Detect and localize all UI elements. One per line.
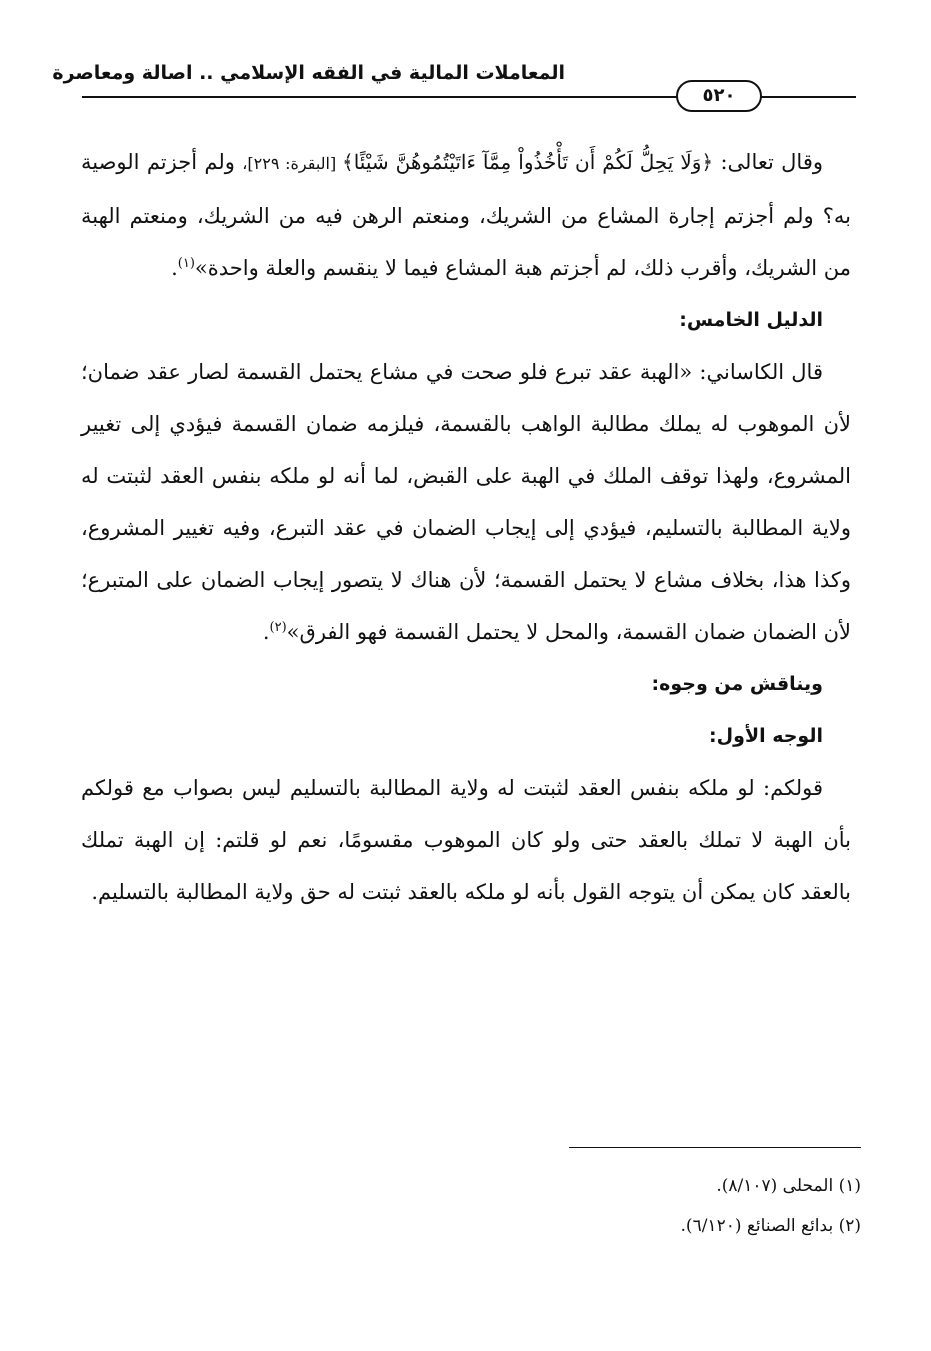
paragraph-end: . bbox=[171, 256, 178, 280]
paragraph-quran-argument bbox=[81, 136, 851, 294]
paragraph-text: قال الكاساني: «الهبة عقد تبرع فلو صحت في مشاع يحتمل القسمة لصار عقد ضمان؛ لأن الموهوب له يملك مطالبة الواهب بالقسمة، فيلزمه ضمان القسمة فيؤدي إلى تغيير المشروع، ولهذا توقف الملك في الهبة على القبض، لما أنه لو ملكه بنفس العقد لثبتت له ولاية المطالبة بالتسليم، فيؤدي إلى إيجاب الضمان في عقد التبرع، وفيه تغيير المشروع، وكذا هذا، بخلاف مشاع لا يحتمل القسمة؛ لأن هناك لا يتصور إيجاب الضمان على المتبرع؛ لأن الضمان ضمان القسمة، والمحل لا يحتمل القسمة فهو الفرق» bbox=[81, 360, 851, 644]
paragraph-end: . bbox=[262, 620, 270, 644]
paragraph-text: قولكم: لو ملكه بنفس العقد لثبتت له ولاية المطالبة بالتسليم ليس بصواب مع قولكم بأن الهبة لا تملك بالعقد حتى ولو كان الموهوب مقسومًا، نعم لو قلتم: إن الهبة تملك بالعقد كان يمكن أن يتوجه القول بأنه لو ملكه بالعقد ثبتت له حق ولاية المطالبة بالتسليم. bbox=[81, 776, 851, 904]
quran-verse: ﴿وَلَا يَحِلُّ لَكُمْ أَن تَأْخُذُواْ مِمَّآ ءَاتَيْتُمُوهُنَّ شَيْئًا﴾ bbox=[341, 150, 714, 174]
footnotes bbox=[81, 1166, 861, 1246]
running-header-title: المعاملات المالية في الفقه الإسلامي .. اصالة ومعاصرة bbox=[52, 62, 565, 84]
page-number: ٥٢٠ bbox=[676, 80, 762, 112]
paragraph-first-aspect bbox=[81, 762, 851, 918]
heading-discussion: ويناقش من وجوه: bbox=[651, 673, 823, 695]
footnote-2: (٢) بدائع الصنائع (٦/١٢٠). bbox=[680, 1216, 861, 1236]
footnote-1: (١) المحلى (٨/١٠٧). bbox=[716, 1176, 861, 1196]
footnote-marker-1: (١) bbox=[177, 256, 195, 271]
paragraph-intro: وقال تعالى: bbox=[713, 150, 823, 174]
paragraph-text: ولم أجزتم الوصية به؟ ولم أجزتم إجارة المشاع من الشريك، ومنعتم الرهن فيه من الشريك، ومنعتم الهبة من الشريك، وأقرب ذلك، لم أجزتم هبة المشاع فيما لا ينقسم والعلة واحدة» bbox=[81, 150, 851, 280]
heading-fifth-evidence: الدليل الخامس: bbox=[679, 309, 823, 331]
page-body bbox=[81, 136, 851, 918]
heading-first-aspect: الوجه الأول: bbox=[709, 725, 823, 747]
quran-reference: [البقرة: ٢٢٩]، bbox=[242, 154, 342, 173]
footnote-separator bbox=[569, 1147, 861, 1148]
paragraph-kasani-quote bbox=[81, 346, 851, 658]
footnote-marker-2: (٢) bbox=[269, 620, 287, 635]
